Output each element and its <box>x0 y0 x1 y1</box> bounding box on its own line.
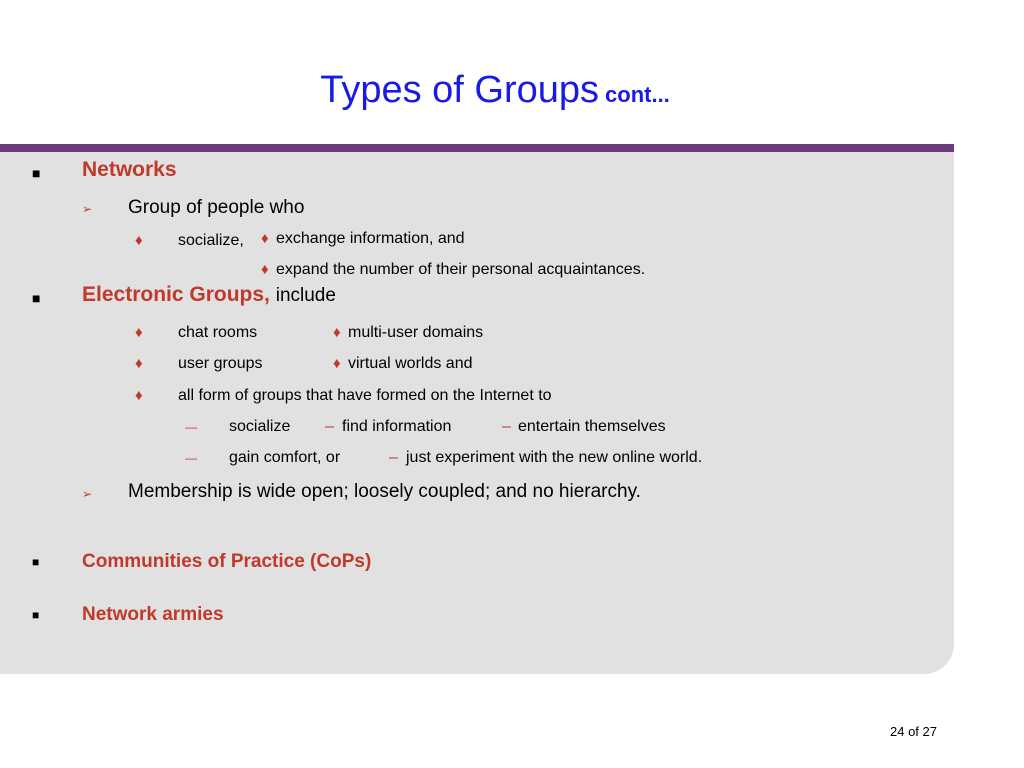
content-panel <box>0 152 954 674</box>
square-bullet-icon: ■ <box>32 290 41 306</box>
diamond-bullet-icon: ♦ <box>333 324 341 341</box>
electronic-item-user-groups: user groups <box>178 355 263 372</box>
diamond-bullet-icon: ♦ <box>261 261 269 278</box>
slide-title <box>0 64 990 121</box>
electronic-item-multi-user-domains: multi-user domains <box>348 324 484 341</box>
arrow-bullet-icon: ➢ <box>82 202 93 216</box>
cops-heading: Communities of Practice (CoPs) <box>82 551 372 572</box>
membership-text: Membership is wide open; loosely coupled; and no hierarchy. <box>128 481 641 502</box>
dash-item-entertain: entertain themselves <box>518 418 666 435</box>
title-divider-band <box>0 144 954 152</box>
electronic-item-all-form: all form of groups that have formed on the Internet to <box>178 387 552 404</box>
endash-icon: – <box>325 418 334 435</box>
dash-item-find-information: find information <box>342 418 452 435</box>
electronic-groups-suffix: include <box>275 285 336 306</box>
dash-bullet-icon: — <box>185 451 197 465</box>
networks-heading: Networks <box>82 158 177 181</box>
networks-item-expand: expand the number of their personal acquaintances. <box>276 261 646 278</box>
diamond-bullet-icon: ♦ <box>333 355 341 372</box>
square-bullet-icon: ■ <box>32 165 41 181</box>
diamond-bullet-icon: ♦ <box>261 230 269 247</box>
network-armies-heading: Network armies <box>82 604 224 625</box>
dash-item-experiment: just experiment with the new online world. <box>406 449 703 466</box>
networks-sub-item: Group of people who <box>128 197 305 218</box>
diamond-bullet-icon: ♦ <box>135 324 143 341</box>
page-number: 24 of 27 <box>890 724 937 739</box>
endash-icon: – <box>502 418 511 435</box>
electronic-groups-heading <box>82 283 336 307</box>
dash-bullet-icon: — <box>185 420 197 434</box>
endash-icon: – <box>389 449 398 466</box>
diamond-bullet-icon: ♦ <box>135 355 143 372</box>
dash-item-gain-comfort: gain comfort, or <box>229 449 341 466</box>
slide-title-main: Types of Groups <box>320 69 600 111</box>
square-bullet-icon: ■ <box>32 555 40 569</box>
diamond-bullet-icon: ♦ <box>135 232 143 249</box>
slide-title-sub: cont... <box>605 82 670 107</box>
electronic-item-chat-rooms: chat rooms <box>178 324 258 341</box>
electronic-groups-title: Electronic Groups, <box>82 283 270 306</box>
dash-item-socialize: socialize <box>229 418 291 435</box>
square-bullet-icon: ■ <box>32 608 40 622</box>
networks-item-exchange: exchange information, and <box>276 230 465 247</box>
electronic-item-virtual-worlds: virtual worlds and <box>348 355 473 372</box>
diamond-bullet-icon: ♦ <box>135 387 143 404</box>
arrow-bullet-icon: ➢ <box>82 487 93 501</box>
networks-item-socialize: socialize, <box>178 232 244 249</box>
